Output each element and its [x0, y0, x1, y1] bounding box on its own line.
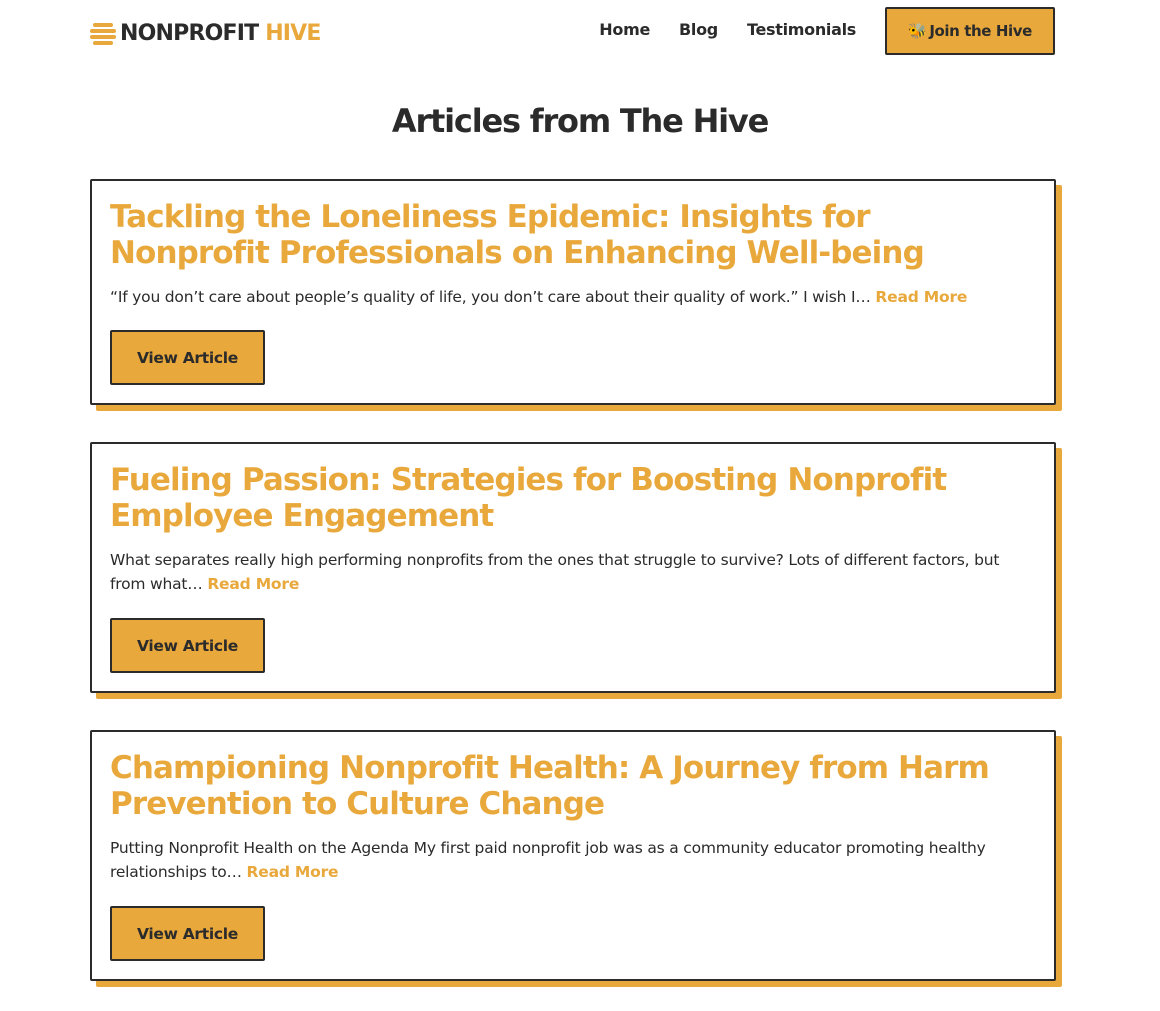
- article-excerpt: [110, 285, 1036, 309]
- nav-link-home[interactable]: Home: [599, 20, 651, 39]
- page-title: Articles from The Hive: [391, 102, 769, 140]
- article-excerpt-text: What separates really high performing nonprofits from the ones that struggle to survive? Lots of different factors, but from what…: [110, 551, 1000, 593]
- logo-name-accent: HIVE: [265, 20, 321, 46]
- nav-link-blog[interactable]: Blog: [679, 20, 718, 39]
- article-card: [90, 442, 1056, 693]
- article-card: [90, 730, 1056, 981]
- honeycomb-stack-icon: [90, 20, 116, 46]
- main-nav: [599, 20, 856, 39]
- article-excerpt: [110, 548, 1036, 596]
- article-title[interactable]: Fueling Passion: Strategies for Boosting Nonprofit Employee Engagement: [110, 462, 947, 534]
- view-article-button[interactable]: View Article: [110, 906, 265, 961]
- view-article-button[interactable]: View Article: [110, 330, 265, 385]
- read-more-link[interactable]: Read More: [207, 575, 300, 593]
- article-title[interactable]: Championing Nonprofit Health: A Journey from Harm Prevention to Culture Change: [110, 750, 989, 822]
- article-excerpt-text: “If you don’t care about people’s quality of life, you don’t care about their quality of work.” I wish I…: [110, 288, 871, 306]
- site-logo[interactable]: [90, 18, 321, 48]
- bee-icon: 🐝: [908, 22, 927, 40]
- article-title[interactable]: Tackling the Loneliness Epidemic: Insights for Nonprofit Professionals on Enhancing Well-being: [110, 199, 924, 271]
- view-article-button[interactable]: View Article: [110, 618, 265, 673]
- read-more-link[interactable]: Read More: [875, 288, 968, 306]
- article-card: [90, 179, 1056, 405]
- join-button-label: Join the Hive: [929, 22, 1032, 40]
- logo-text: [120, 21, 321, 46]
- logo-name-primary: NONPROFIT: [120, 20, 259, 46]
- article-excerpt: [110, 836, 1036, 884]
- read-more-link[interactable]: Read More: [246, 863, 339, 881]
- nav-link-testimonials[interactable]: Testimonials: [746, 20, 856, 39]
- site-header: [0, 0, 1160, 64]
- article-excerpt-text: Putting Nonprofit Health on the Agenda My first paid nonprofit job was as a community educator promoting healthy relationships to…: [110, 839, 986, 881]
- join-the-hive-button[interactable]: [885, 7, 1055, 55]
